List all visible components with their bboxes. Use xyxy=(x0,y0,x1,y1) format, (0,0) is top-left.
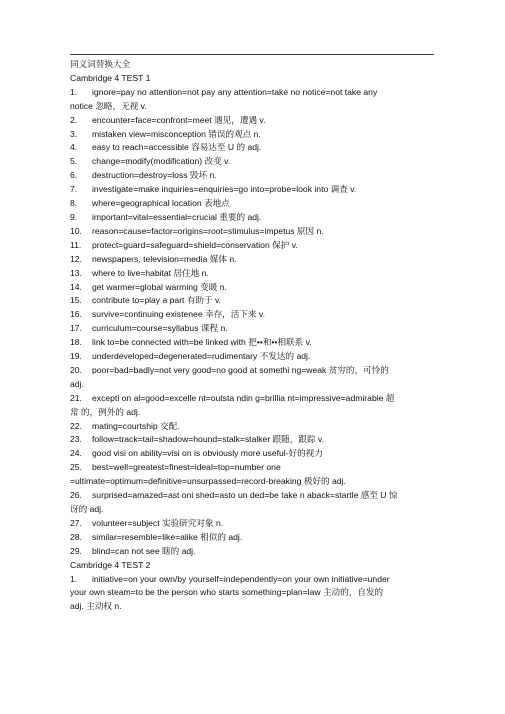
item-text: where to live=habitat 居住地 n. xyxy=(92,267,209,278)
item-number: 17. xyxy=(70,323,82,334)
item-text: surprised=amazed=ast oni shed=asto un ded=be take n aback=startle 感至 U 惊 xyxy=(92,490,398,501)
item-text: newspapers, television=media 媒体 n. xyxy=(92,253,237,264)
list-item xyxy=(70,350,434,364)
list-item xyxy=(70,197,434,211)
list-item xyxy=(70,225,434,239)
item-number: 8. xyxy=(70,198,78,209)
list-item xyxy=(70,322,434,336)
list-item xyxy=(70,392,434,420)
item-number: 16. xyxy=(70,309,82,320)
document-body xyxy=(70,58,434,614)
item-text: poor=bad=badly=not very good=no good at somethi ng=weak 贫穷的，可怜的 xyxy=(92,364,389,375)
item-text: initiative=on your own/by yourself=independently=on your own initiative=under xyxy=(92,573,390,584)
list-item xyxy=(70,308,434,322)
synonym-list-test1 xyxy=(70,86,434,559)
list-item xyxy=(70,531,434,545)
list-item xyxy=(70,86,434,114)
item-text-continued: notice 忽略，无视 v. xyxy=(70,100,147,111)
list-item xyxy=(70,433,434,447)
item-text: blind=can not see 瞎的 adj. xyxy=(92,545,196,556)
item-number: 29. xyxy=(70,545,82,556)
list-item xyxy=(70,364,434,392)
item-text: get warmer=global warming 变暖 n. xyxy=(92,281,227,292)
header-rule xyxy=(70,54,434,55)
item-text: underdeveloped=degenerated=rudimentary 不发达的 adj. xyxy=(92,351,311,362)
item-number: 19. xyxy=(70,351,82,362)
item-text-continued: 讶的 adj. xyxy=(70,504,104,514)
list-item xyxy=(70,211,434,225)
item-text: contribute to=play a part 有助于 v. xyxy=(92,295,222,306)
item-text: survive=continuing existenee 幸存，活下来 v. xyxy=(92,309,265,320)
list-item xyxy=(70,253,434,267)
item-text-continued: adj. 主动权 n. xyxy=(70,601,122,612)
item-text: best=well=greatest=finest=ideal=top=number one xyxy=(92,462,281,473)
item-number: 23. xyxy=(70,434,82,445)
list-item xyxy=(70,114,434,128)
item-text: change=modify(modification) 改变 v. xyxy=(92,156,231,167)
item-number: 15. xyxy=(70,295,82,306)
item-number: 18. xyxy=(70,337,82,348)
list-item xyxy=(70,155,434,169)
list-item xyxy=(70,183,434,197)
item-text: volunteer=subject 实验研究对象 n. xyxy=(92,517,224,528)
item-text: where=geographical location 表地点 xyxy=(92,198,230,209)
item-text: mating=courtship 交配. xyxy=(92,420,180,431)
item-text-continued: your own steam=to be the person who starts something=plan=law 主动的，自发的 xyxy=(70,587,384,598)
synonym-list-test2 xyxy=(70,573,434,615)
item-text-continued: adj. xyxy=(70,378,84,389)
list-item xyxy=(70,141,434,155)
list-item xyxy=(70,128,434,142)
item-number: 14. xyxy=(70,281,82,292)
list-item xyxy=(70,545,434,559)
item-number: 1. xyxy=(70,86,78,97)
list-item xyxy=(70,169,434,183)
list-item xyxy=(70,420,434,434)
list-item xyxy=(70,573,434,615)
item-number: 27. xyxy=(70,517,82,528)
item-text: encounter=face=confront=meet 遇见，遭遇 v. xyxy=(92,114,266,125)
item-text: similar=resemble=like=alike 相似的 adj. xyxy=(92,531,243,542)
item-number: 4. xyxy=(70,142,78,153)
item-text: protect=guard=safeguard=shield=conservation 保护 v. xyxy=(92,239,298,250)
item-number: 20. xyxy=(70,364,82,375)
item-number: 3. xyxy=(70,128,78,139)
document-title: 同义词替换大全 xyxy=(70,59,131,69)
item-number: 12. xyxy=(70,253,82,264)
item-text: easy to reach=accessible 容易达至 U 的 adj. xyxy=(92,142,262,153)
item-number: 24. xyxy=(70,448,82,459)
item-text: mistaken view=misconception 错误的观点 n. xyxy=(92,128,261,139)
item-number: 6. xyxy=(70,170,78,181)
item-text: curriculum=course=syllabus 课程 n. xyxy=(92,323,228,334)
item-number: 11. xyxy=(70,239,82,250)
item-number: 5. xyxy=(70,156,78,167)
list-item xyxy=(70,461,434,489)
item-text: link to=be connected with=be linked with 把••和••相联系 v. xyxy=(92,337,312,348)
list-item xyxy=(70,447,434,461)
item-number: 2. xyxy=(70,114,78,125)
item-number: 21. xyxy=(70,392,82,403)
item-text: good visi on ability=visi on is obviously more useful-好的视力 xyxy=(92,448,323,459)
item-number: 9. xyxy=(70,211,78,222)
item-text: important=vital=essential=crucial 重要的 adj. xyxy=(92,211,262,222)
list-item xyxy=(70,294,434,308)
item-number: 1. xyxy=(70,573,78,584)
item-number: 25. xyxy=(70,462,82,473)
item-text-continued: 常 的，例外的 adj. xyxy=(70,406,141,417)
item-number: 28. xyxy=(70,531,82,542)
item-number: 10. xyxy=(70,225,82,236)
item-text: follow=track=tail=shadow=hound=stalk=stalker 跟随，跟踪 v. xyxy=(92,434,324,445)
item-text-continued: =ultimate=optimum=definitive=unsurpassed=record-breaking 极好的 adj. xyxy=(70,476,346,487)
section-heading-test1: Cambridge 4 TEST 1 xyxy=(70,72,151,83)
item-text: reason=cause=factor=origins=root=stimulus=impetus 原因 n. xyxy=(92,225,324,236)
item-number: 22. xyxy=(70,420,82,431)
item-text: destruction=destroy=loss 毁坏 n. xyxy=(92,170,217,181)
item-number: 13. xyxy=(70,267,82,278)
item-number: 26. xyxy=(70,490,82,501)
list-item xyxy=(70,267,434,281)
section-heading-test2: Cambridge 4 TEST 2 xyxy=(70,559,151,570)
list-item xyxy=(70,281,434,295)
list-item xyxy=(70,489,434,517)
list-item xyxy=(70,239,434,253)
list-item xyxy=(70,336,434,350)
item-number: 7. xyxy=(70,184,78,195)
item-text: excepti on al=good=excelle nt=outsta ndin g=brillia nt=impressive=admirable 超 xyxy=(92,392,395,403)
list-item xyxy=(70,517,434,531)
item-text: ignore=pay no attention=not pay any attention=take no notice=not take any xyxy=(92,86,378,97)
item-text: investigate=make inquiries=enquiries=go into=probe=look into 调查 v. xyxy=(92,184,357,195)
